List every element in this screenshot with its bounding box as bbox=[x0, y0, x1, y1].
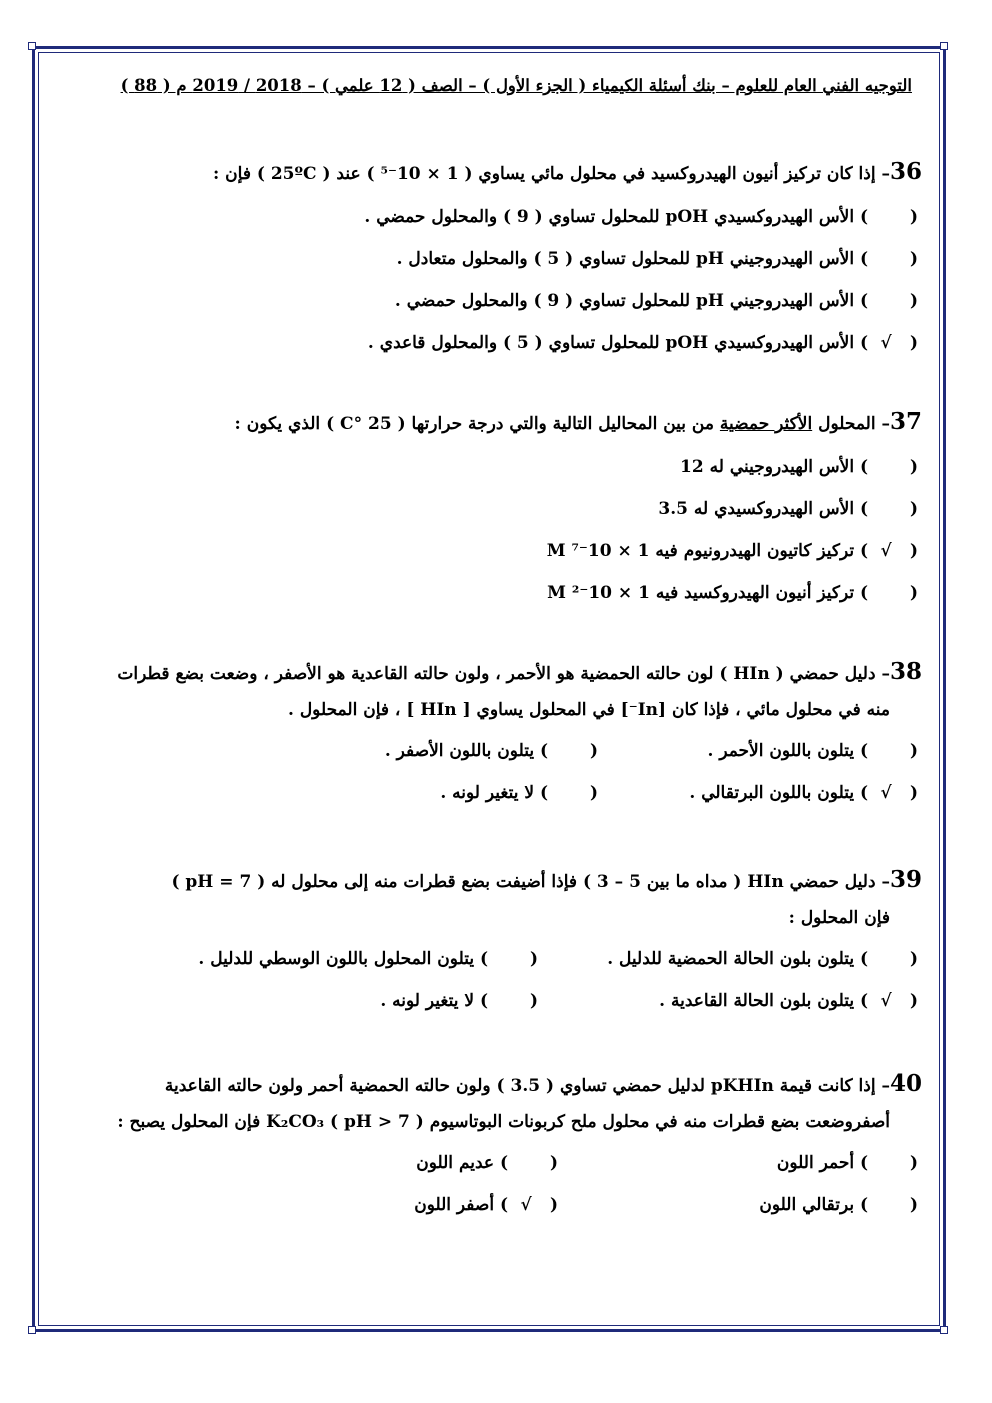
question-stem: 39– دليل حمضي HIn ( مداه ما بين 5 – 3 ) فإذا أضيفت بضع قطرات منه إلى محلول له ( pH = 7 ) bbox=[171, 866, 922, 893]
question-stem: 36– إذا كان تركيز أنيون الهيدروكسيد في محلول مائي يساوي ( 1 × 10⁻⁵ ) عند ( 25ºC ) فإن : bbox=[212, 158, 922, 185]
option-text: برتقالي اللون bbox=[759, 1195, 855, 1215]
option[interactable]: ( √) الأس الهيدروكسيدي pOH للمحلول تساوي ( 5 ) والمحلول قاعدي . bbox=[60, 322, 918, 364]
option[interactable]: ( ) أحمر اللون bbox=[776, 1153, 918, 1173]
option[interactable]: ( √) تركيز كاتيون الهيدرونيوم فيه 1 × 10⁻⁷ M bbox=[60, 530, 918, 572]
option[interactable]: ( ) الأس الهيدروكسيدي pOH للمحلول تساوي ( 9 ) والمحلول حمضي . bbox=[364, 207, 918, 227]
option-text: الأس الهيدروجيني pH للمحلول تساوي ( 5 ) والمحلول متعادل . bbox=[396, 249, 855, 269]
option-text: لا يتغير لونه . bbox=[440, 783, 535, 803]
question-number: 36 bbox=[889, 158, 922, 185]
option[interactable]: ( ) عديم اللون bbox=[416, 1153, 558, 1173]
answer-mark: √ bbox=[880, 333, 892, 353]
option[interactable]: ( ) الأس الهيدروجيني له 12 bbox=[680, 457, 918, 477]
option[interactable]: ( √) يتلون بلون الحالة القاعدية . bbox=[538, 980, 918, 1022]
option[interactable]: ( ) لا يتغير لونه . bbox=[380, 991, 538, 1011]
question-stem-continued: فإن المحلول : bbox=[788, 908, 890, 928]
option-row bbox=[60, 1184, 918, 1226]
option-text: أحمر اللون bbox=[776, 1153, 855, 1173]
option-text: الأس الهيدروكسيدي pOH للمحلول تساوي ( 5 ) والمحلول قاعدي . bbox=[367, 333, 855, 353]
question-40 bbox=[60, 1068, 922, 1226]
question-text: دليل حمضي ( HIn ) لون حالته الحمضية هو الأحمر ، ولون حالته القاعدية هو الأصفر ، وضعت بضع قطرات bbox=[117, 664, 876, 684]
option-text: الأس الهيدروجيني pH للمحلول تساوي ( 9 ) والمحلول حمضي . bbox=[394, 291, 855, 311]
question-number: 37 bbox=[889, 408, 922, 435]
option[interactable]: ( ) الأس الهيدروجيني pH للمحلول تساوي ( 5 ) والمحلول متعادل . bbox=[396, 249, 918, 269]
option-text: يتلون باللون الأحمر . bbox=[707, 741, 855, 761]
answer-mark: √ bbox=[880, 783, 892, 803]
option[interactable]: ( ) الأس الهيدروجيني pH للمحلول تساوي ( 9 ) والمحلول حمضي . bbox=[394, 291, 918, 311]
question-stem: 40– إذا كانت قيمة pKHIn لدليل حمضي تساوي ( 3.5 ) ولون حالته الحمضية أحمر ولون حالته القاعدية bbox=[164, 1070, 922, 1097]
option-row bbox=[60, 938, 918, 980]
question-39 bbox=[60, 864, 922, 1022]
answer-mark: √ bbox=[880, 991, 892, 1011]
option-text: يتلون بلون الحالة القاعدية . bbox=[659, 991, 855, 1011]
option[interactable]: ( ) يتلون باللون الأصفر . bbox=[384, 741, 598, 761]
answer-mark: √ bbox=[880, 541, 892, 561]
option[interactable]: ( ) يتلون بلون الحالة الحمضية للدليل . bbox=[607, 949, 918, 969]
corner-ornament bbox=[28, 42, 36, 50]
question-36 bbox=[60, 156, 922, 364]
option-text: تركيز أنيون الهيدروكسيد فيه 1 × 10⁻² M bbox=[547, 583, 855, 603]
question-stem-continued: أصفروضعت بضع قطرات منه في محلول ملح كربونات البوتاسيوم K₂CO₃ ( pH > 7 ) فإن المحلول يصبح : bbox=[117, 1112, 890, 1132]
option-row bbox=[60, 730, 918, 772]
corner-ornament bbox=[28, 1326, 36, 1334]
option-text: يتلون باللون البرتقالي . bbox=[689, 783, 855, 803]
corner-ornament bbox=[940, 1326, 948, 1334]
question-number: 38 bbox=[889, 658, 922, 685]
question-37 bbox=[60, 406, 922, 614]
option[interactable]: ( ) لا يتغير لونه . bbox=[440, 783, 598, 803]
option[interactable]: ( √) أصفر اللون bbox=[198, 1184, 558, 1226]
question-text: من بين المحاليل التالية والتي درجة حرارتها ( 25 °C ) الذي يكون : bbox=[234, 414, 720, 434]
question-number: 40 bbox=[889, 1070, 922, 1097]
answer-mark: √ bbox=[520, 1195, 532, 1215]
corner-ornament bbox=[940, 42, 948, 50]
option-text: الأس الهيدروكسيدي pOH للمحلول تساوي ( 9 ) والمحلول حمضي . bbox=[364, 207, 855, 227]
question-number: 39 bbox=[889, 866, 922, 893]
question-stem: 38– دليل حمضي ( HIn ) لون حالته الحمضية هو الأحمر ، ولون حالته القاعدية هو الأصفر ، وضعت بضع قطرات bbox=[117, 658, 922, 685]
question-text: إذا كان تركيز أنيون الهيدروكسيد في محلول مائي يساوي ( 1 × 10⁻⁵ ) عند ( 25ºC ) فإن : bbox=[212, 164, 876, 184]
option[interactable]: ( ) تركيز أنيون الهيدروكسيد فيه 1 × 10⁻² M bbox=[547, 583, 918, 603]
option-text: يتلون باللون الأصفر . bbox=[384, 741, 535, 761]
option-text: أصفر اللون bbox=[414, 1195, 495, 1215]
option-text: تركيز كاتيون الهيدرونيوم فيه 1 × 10⁻⁷ M bbox=[546, 541, 855, 561]
question-38 bbox=[60, 656, 922, 814]
option-row bbox=[60, 980, 918, 1022]
question-text-emphasis: الأكثر حمضية bbox=[719, 414, 813, 434]
option-row bbox=[60, 1142, 918, 1184]
option[interactable]: ( ) برتقالي اللون bbox=[759, 1195, 918, 1215]
option-text: يتلون بلون الحالة الحمضية للدليل . bbox=[607, 949, 855, 969]
option[interactable]: ( √) يتلون باللون البرتقالي . bbox=[598, 772, 918, 814]
question-text: المحلول bbox=[812, 414, 876, 434]
option-text: عديم اللون bbox=[416, 1153, 495, 1173]
option-text: يتلون المحلول باللون الوسطي للدليل . bbox=[198, 949, 475, 969]
question-text: دليل حمضي HIn ( مداه ما بين 5 – 3 ) فإذا أضيفت بضع قطرات منه إلى محلول له ( pH = 7 ) bbox=[171, 872, 876, 892]
question-stem: 37– المحلول الأكثر حمضية من بين المحاليل التالية والتي درجة حرارتها ( 25 °C ) الذي يكون : bbox=[234, 408, 922, 435]
page-header: التوجيه الفني العام للعلوم – بنك أسئلة الكيمياء ( الجزء الأول ) – الصف ( 12 علمي ) – 2018 / 2019 م ( 88 ) bbox=[120, 76, 912, 95]
question-text: إذا كانت قيمة pKHIn لدليل حمضي تساوي ( 3.5 ) ولون حالته الحمضية أحمر ولون حالته القاعدية bbox=[164, 1076, 876, 1096]
option[interactable]: ( ) يتلون المحلول باللون الوسطي للدليل . bbox=[198, 949, 538, 969]
option[interactable]: ( ) يتلون باللون الأحمر . bbox=[707, 741, 918, 761]
option-text: الأس الهيدروجيني له 12 bbox=[680, 457, 855, 477]
option[interactable]: ( ) الأس الهيدروكسيدي له 3.5 bbox=[658, 499, 918, 519]
option-row bbox=[60, 772, 918, 814]
question-stem-continued: منه في محلول مائي ، فإذا كان [In⁻] في المحلول يساوي [ HIn ] ، فإن المحلول . bbox=[287, 700, 890, 720]
option-text: لا يتغير لونه . bbox=[380, 991, 475, 1011]
option-text: الأس الهيدروكسيدي له 3.5 bbox=[658, 499, 855, 519]
